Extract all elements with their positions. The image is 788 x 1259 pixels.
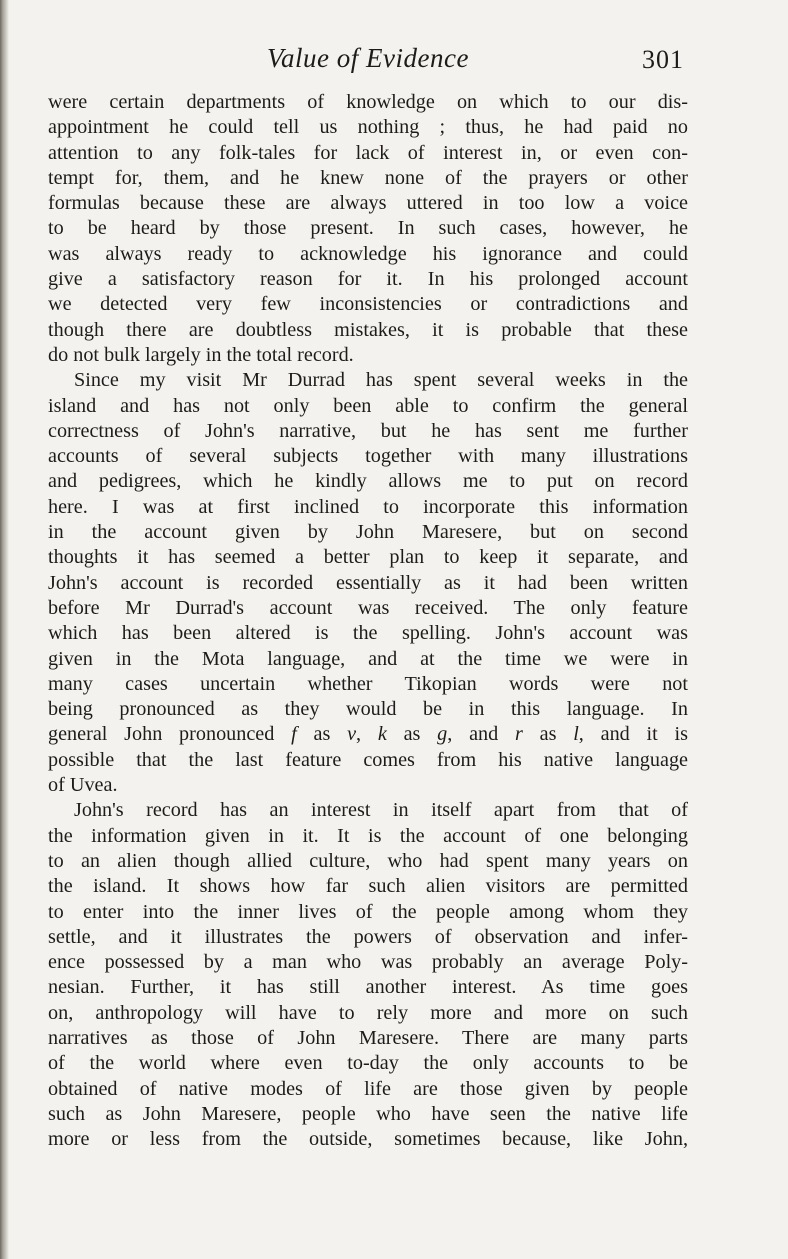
text-line: correctness of John's narrative, but he has sent me further	[48, 419, 688, 442]
text-line: was always ready to acknowledge his ignorance and could	[48, 242, 688, 265]
text-line: John's record has an interest in itself apart from that of	[74, 799, 688, 822]
page-header	[48, 38, 688, 78]
text-run: ,	[356, 723, 378, 746]
text-line-sounds	[48, 722, 688, 747]
text-line: possible that the last feature comes from his native language	[48, 748, 688, 771]
running-head: Value of Evidence	[267, 43, 469, 73]
body-text	[48, 90, 688, 1152]
text-line: John's account is recorded essentially as it had been written	[48, 571, 688, 594]
italic-letter: g	[437, 723, 448, 746]
text-line: were certain departments of knowledge on which to our dis-	[48, 91, 688, 113]
text-line: being pronounced as they would be in this language. In	[48, 698, 688, 721]
italic-letter: v	[347, 723, 357, 746]
text-line: do not bulk largely in the total record.	[48, 343, 354, 366]
text-run: , and	[447, 723, 515, 746]
text-line: to enter into the inner lives of the people among whom they	[48, 900, 688, 923]
text-line: to an alien though allied culture, who had spent many years on	[48, 849, 688, 872]
text-line: tempt for, them, and he knew none of the prayers or other	[48, 166, 688, 189]
page-gutter-shadow	[0, 0, 9, 1259]
text-line: of the world where even to-day the only accounts to be	[48, 1052, 688, 1075]
italic-letter: k	[377, 723, 387, 746]
text-line: given in the Mota language, and at the time we were in	[48, 647, 688, 670]
text-line: many cases uncertain whether Tikopian words were not	[48, 672, 688, 695]
italic-letter: r	[514, 723, 523, 746]
text-line: which has been altered is the spelling. John's account was	[48, 622, 688, 645]
text-run: as	[522, 723, 574, 746]
text-line: thoughts it has seemed a better plan to keep it separate, and	[48, 546, 688, 569]
italic-letter: f	[291, 723, 297, 746]
text-line: attention to any folk-tales for lack of interest in, or even con-	[48, 141, 688, 164]
text-run: as	[296, 723, 348, 746]
text-line: Since my visit Mr Durrad has spent several weeks in the	[74, 369, 688, 392]
page-number: 301	[642, 45, 684, 74]
text-line: settle, and it illustrates the powers of observation and infer-	[48, 925, 688, 948]
text-line: narratives as those of John Maresere. There are many parts	[48, 1026, 688, 1049]
text-line: such as John Maresere, people who have seen the native life	[48, 1102, 688, 1125]
text-run: general John pronounced	[48, 723, 292, 746]
paragraph-2	[48, 368, 688, 798]
text-line: formulas because these are always uttered in too low a voice	[48, 192, 688, 215]
text-line: though there are doubtless mistakes, it is probable that these	[48, 318, 688, 341]
text-line: the island. It shows how far such alien visitors are permitted	[48, 875, 688, 898]
paragraph-3	[48, 798, 688, 1152]
text-line: before Mr Durrad's account was received. The only feature	[48, 596, 688, 619]
text-line: in the account given by John Maresere, but on second	[48, 521, 688, 544]
text-line: of Uvea.	[48, 774, 118, 797]
italic-letter: l	[573, 723, 579, 746]
text-line: obtained of native modes of life are those given by people	[48, 1077, 688, 1100]
text-line: here. I was at first inclined to incorporate this information	[48, 495, 688, 518]
text-line: to be heard by those present. In such cases, however, he	[48, 217, 688, 240]
text-line: more or less from the outside, sometimes because, like John,	[48, 1128, 688, 1151]
text-run: as	[386, 723, 438, 746]
text-line: accounts of several subjects together with many illustrations	[48, 445, 688, 468]
text-line: we detected very few inconsistencies or contradictions and	[48, 293, 688, 316]
text-line: island and has not only been able to confirm the general	[48, 394, 688, 417]
text-line: appointment he could tell us nothing ; thus, he had paid no	[48, 116, 688, 139]
text-line: ence possessed by a man who was probably an average Poly-	[48, 951, 688, 974]
paragraph-1	[48, 90, 688, 368]
text-line: on, anthropology will have to rely more and more on such	[48, 1001, 688, 1024]
text-line: the information given in it. It is the account of one belonging	[48, 824, 688, 847]
text-line: give a satisfactory reason for it. In his prolonged account	[48, 268, 688, 291]
text-run: , and it is	[578, 723, 688, 746]
text-line: nesian. Further, it has still another interest. As time goes	[48, 976, 688, 999]
text-line: and pedigrees, which he kindly allows me to put on record	[48, 470, 688, 493]
